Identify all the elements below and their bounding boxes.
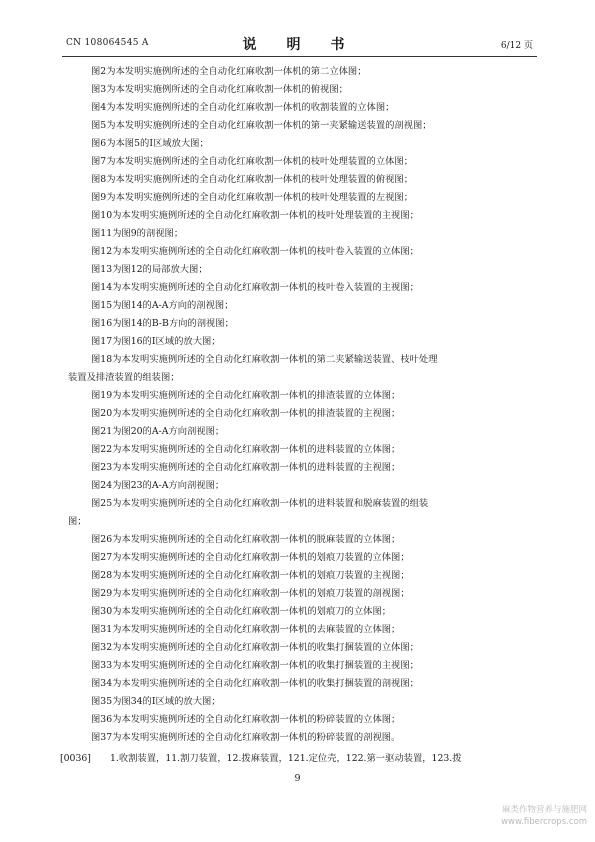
text-line: 图2为本发明实施例所述的全自动化红麻收割一体机的第二立体图； [91,66,367,77]
text-line: 图19为本发明实施例所述的全自动化红麻收割一体机的排渣装置的立体图； [91,390,401,401]
text-line: 图22为本发明实施例所述的全自动化红麻收割一体机的进料装置的立体图； [91,444,401,455]
text-line: 图3为本发明实施例所述的全自动化红麻收割一体机的俯视图； [91,84,348,95]
text-line: 图36为本发明实施例所述的全自动化红麻收割一体机的粉碎装置的立体图； [91,714,401,725]
text-line: 图15为图14的A-A方向的剖视图； [91,300,234,311]
text-line: 图25为本发明实施例所述的全自动化红麻收割一体机的进料装置和脱麻装置的组装 [91,498,429,509]
text-line: 图31为本发明实施例所述的全自动化红麻收割一体机的去麻装置的立体图； [91,624,401,635]
text-line: 图35为图34的I区域的放大图； [91,696,221,707]
watermark [501,804,587,828]
text-line: 装置及排渣装置的组装图； [68,372,180,383]
page-header [0,34,595,54]
text-line: 图10为本发明实施例所述的全自动化红麻收割一体机的枝叶处理装置的主视图； [91,210,419,221]
text-line: 图16为图14的B-B方向的剖视图； [91,318,234,329]
text-line: 图4为本发明实施例所述的全自动化红麻收割一体机的收割装置的立体图； [91,102,395,113]
page-indicator: 6/12 页 [500,41,533,51]
text-line: 图6为本图5的I区域放大图； [91,138,209,149]
text-line: 图26为本发明实施例所述的全自动化红麻收割一体机的脱麻装置的立体图； [91,534,401,545]
paragraph-number: [0036] [60,753,91,764]
text-line: 图32为本发明实施例所述的全自动化红麻收割一体机的收集打捆装置的立体图； [91,642,419,653]
text-line: 图27为本发明实施例所述的全自动化红麻收割一体机的划痕刀装置的立体图； [91,552,410,563]
text-line: 图7为本发明实施例所述的全自动化红麻收割一体机的枝叶处理装置的立体图； [91,156,414,167]
patent-number: CN 108064545 A [66,38,149,48]
text-line: 图9为本发明实施例所述的全自动化红麻收割一体机的枝叶处理装置的左视图； [91,192,414,203]
text-line: 图28为本发明实施例所述的全自动化红麻收割一体机的划痕刀装置的主视图； [91,570,410,581]
text-line: 图30为本发明实施例所述的全自动化红麻收割一体机的划痕刀的立体图； [91,606,392,617]
watermark-site-name: 麻类作物营养与施肥网 [501,805,587,815]
page-number: 9 [294,773,301,784]
text-line: 图12为本发明实施例所述的全自动化红麻收割一体机的枝叶卷入装置的立体图； [91,246,419,257]
figure-list [68,63,538,747]
text-line: 图18为本发明实施例所述的全自动化红麻收割一体机的第二夹紧输送装置、枝叶处理 [91,354,438,365]
watermark-url: www.fibercrops.com [501,817,587,827]
header-rule [62,56,537,57]
text-line: 图34为本发明实施例所述的全自动化红麻收割一体机的收集打捆装置的剖视图； [91,678,419,689]
text-line: 图37为本发明实施例所述的全自动化红麻收割一体机的粉碎装置的剖视图。 [91,732,401,743]
text-line: 图23为本发明实施例所述的全自动化红麻收割一体机的进料装置的主视图； [91,462,401,473]
text-line: 图11为图9的剖视图； [91,228,184,239]
text-line: 图5为本发明实施例所述的全自动化红麻收割一体机的第一夹紧输送装置的剖视图； [91,120,432,131]
text-line: 图29为本发明实施例所述的全自动化红麻收割一体机的划痕刀装置的剖视图； [91,588,410,599]
text-line: 图24为图23的A-A方向剖视图； [91,480,225,491]
text-line: 图14为本发明实施例所述的全自动化红麻收割一体机的枝叶卷入装置的主视图； [91,282,419,293]
text-line: 图33为本发明实施例所述的全自动化红麻收割一体机的收集打捆装置的主视图； [91,660,419,671]
document-title: 说 明 书 [242,37,353,53]
text-line: 图21为图20的A-A方向剖视图； [91,426,225,437]
paragraph-0036 [60,750,462,764]
text-line: 图17为图16的I区域的放大图； [91,336,221,347]
text-line: 图13为图12的局部放大图； [91,264,208,275]
text-line: 图； [68,516,87,527]
paragraph-text: 1.收割装置，11.割刀装置，12.拨麻装置，121.定位壳，122.第一驱动装置，123.拨 [110,753,462,764]
text-line: 图8为本发明实施例所述的全自动化红麻收割一体机的枝叶处理装置的俯视图； [91,174,414,185]
text-line: 图20为本发明实施例所述的全自动化红麻收割一体机的排渣装置的主视图； [91,408,401,419]
